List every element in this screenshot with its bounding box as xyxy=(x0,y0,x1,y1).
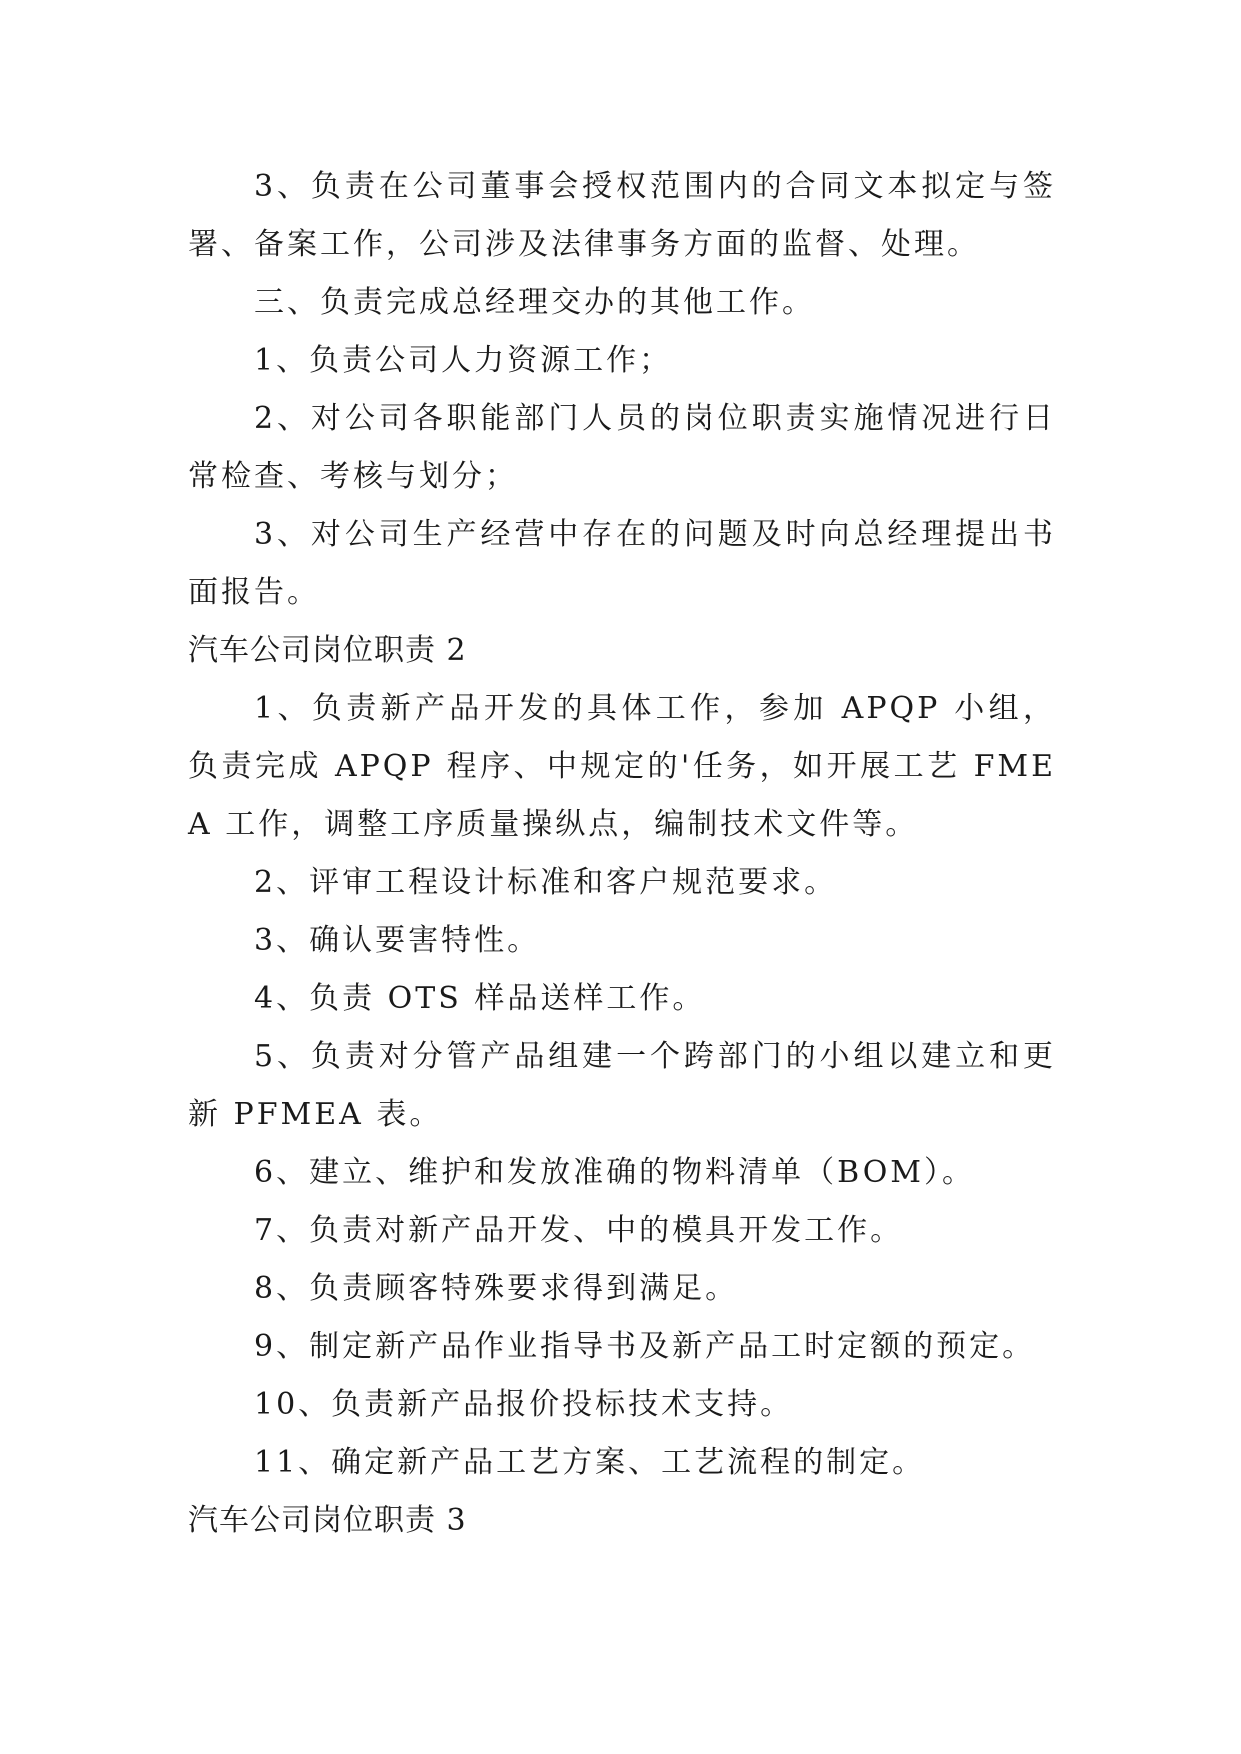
paragraph-inspection: 2、对公司各职能部门人员的岗位职责实施情况进行日常检查、考核与划分； xyxy=(188,401,1056,494)
paragraph-item-11: 11、确定新产品工艺方案、工艺流程的制定。 xyxy=(254,1445,926,1480)
paragraph-item-2: 2、评审工程设计标准和客户规范要求。 xyxy=(254,865,838,900)
paragraph-item-4: 4、负责 OTS 样品送样工作。 xyxy=(254,981,706,1016)
paragraph-item-9: 9、制定新产品作业指导书及新产品工时定额的预定。 xyxy=(254,1329,1036,1364)
paragraph-item-10: 10、负责新产品报价投标技术支持。 xyxy=(254,1387,794,1422)
paragraph-report: 3、对公司生产经营中存在的问题及时向总经理提出书面报告。 xyxy=(188,517,1056,610)
paragraph-contract-duty: 3、负责在公司董事会授权范围内的合同文本拟定与签署、备案工作，公司涉及法律事务方面的监督、处理。 xyxy=(188,169,1056,262)
section-heading-3: 汽车公司岗位职责 3 xyxy=(188,1503,467,1538)
section-heading-2: 汽车公司岗位职责 2 xyxy=(188,633,467,668)
paragraph-item-1: 1、负责新产品开发的具体工作，参加 APQP 小组，负责完成 APQP 程序、中规定的'任务，如开展工艺 FMEA 工作，调整工序质量操纵点，编制技术文件等。 xyxy=(188,691,1056,842)
paragraph-item-7: 7、负责对新产品开发、中的模具开发工作。 xyxy=(254,1213,904,1248)
document-body xyxy=(188,158,1056,1550)
paragraph-item-3: 3、确认要害特性。 xyxy=(254,923,541,958)
paragraph-other-work: 三、负责完成总经理交办的其他工作。 xyxy=(254,285,815,320)
paragraph-item-6: 6、建立、维护和发放准确的物料清单（BOM）。 xyxy=(254,1155,976,1190)
paragraph-hr-work: 1、负责公司人力资源工作； xyxy=(254,343,673,378)
paragraph-item-5: 5、负责对分管产品组建一个跨部门的小组以建立和更新 PFMEA 表。 xyxy=(188,1039,1056,1132)
paragraph-item-8: 8、负责顾客特殊要求得到满足。 xyxy=(254,1271,739,1306)
